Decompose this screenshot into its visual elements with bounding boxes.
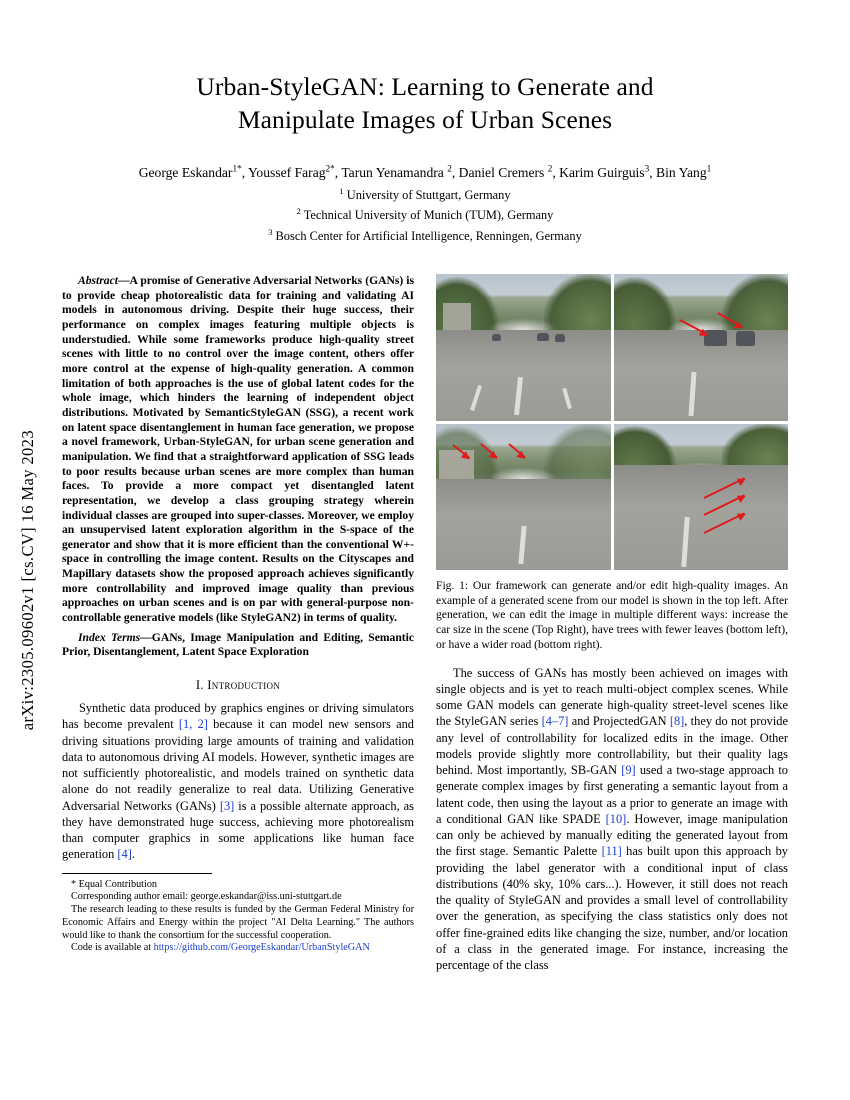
rc-text-5: . However, image manipulation can only be achieved by manually editing the generated layout from the first stage. Semantic Palette [436,811,788,859]
footnote-equal-contribution: * Equal Contribution [71,878,158,890]
rc-text-3: , they do not provide any level of controllability for localized edits in the image. Other models provide slightly more controllability, but their quality lags behind. Most importantly, SB-GAN [436,714,788,778]
page-title [92,70,758,136]
affiliation-2: $^2$ Technical University of Munich (TUM), Germany [296,206,554,223]
citation-11[interactable]: [11] [601,844,622,859]
author-4: , Karim Guirguis$^3$ [552,163,650,180]
rc-text-6: has built upon this approach by providing the label generator with a conditional input of class distributions (40% sky, 10% cars...). However, it still does not reach the quality of StyleGAN and provides a small level of controllability over the generation, as specifying the class statistics only does not offer fine-grained edits like changing the size, number, and/or location of a class in the generated image. For instance, increasing the percentage of the class [436,844,788,973]
author-1: , Youssef Farag$^{2*}$ [241,163,335,180]
footnote-block [62,879,414,956]
road-surface-wide [614,465,789,570]
figure-panel-bottom-right [614,424,789,571]
footnote-divider [62,873,212,874]
code-repository-link[interactable]: https://github.com/GeorgeEskandar/UrbanStyleGAN [153,942,370,954]
right-column-paragraph [436,665,788,974]
intro-paragraph [62,700,414,863]
citation-10[interactable]: [10] [605,811,627,826]
figure-panel-bottom-left [436,424,611,571]
footnote-code [62,942,414,955]
affiliation-list [62,185,788,246]
footnote-corresponding-author: Corresponding author email: george.eskandar@iss.uni-stuttgart.de [71,891,342,903]
author-0: George Eskandar$^{1*}$ [138,163,242,180]
road-surface [436,330,611,421]
intro-text-2: because it can model new sensors and driving situations providing large amounts of training and validation data to autonomous driving AI models. However, synthetic images are not sufficiently photorealistic, and models trained on synthetic data alone do not readily generalize to real data. Utilizing Generative Adversarial Networks (GANs) [62,717,414,813]
footnote-funding: The research leading to these results is funded by the German Federal Ministry for Economic Affairs and Energy within the project "AI Delta Learning." The authors would like to thank the consortium for the successful cooperation. [62,904,414,941]
citation-4[interactable]: [4] [117,847,132,862]
car-1 [537,333,549,342]
title-line-1: Urban-StyleGAN: Learning to Generate and [196,72,654,101]
footnote-code-label: Code is available at [71,942,154,954]
car-2 [555,334,565,342]
citation-9[interactable]: [9] [621,763,636,778]
section-heading-introduction: I. Introduction [195,678,281,693]
index-terms-lead: Index Terms— [78,630,152,644]
road-surface [614,330,789,421]
right-column [436,274,788,976]
abstract-text: A promise of Generative Adversarial Networks (GANs) is to provide cheap photorealistic data for training and validating AI models in autonomous driving. Despite their huge success, their performance on complex images featuring multiple objects is understudied. While some frameworks produce high-quality street scenes with little to no control over the image content, others offer more control at the expense of high-quality generation. A common limitation of both approaches is the use of global latent codes for the whole image, which hinders the learning of independent object distributions. Motivated by SemanticStyleGAN (SSG), a recent work on latent space disentanglement in human face generation, we propose a novel framework, Urban-StyleGAN, for urban scene generation and manipulation. We find that a straightforward application of SSG leads to poor results because urban scenes are more complex than human faces. To provide a more compact yet disentangled latent representation, we develop a class grouping strategy wherein individual classes are grouped into super-classes. Moreover, we employ an unsupervised latent exploration algorithm in the S-space of the generator and show that it is more efficient than the conventional W+-space in controlling the image content. Results on the Cityscapes and Mapillary datasets show the proposed approach achieves significantly more controllability and improved image quality than previous approaches on urban scenes and is on par with general-purpose non-controllable generative models (like StyleGAN2) in terms of quality. [62,274,414,625]
author-3: , Daniel Cremers $^2$ [451,163,553,180]
intro-text-1: Synthetic data produced by graphics engines or driving simulators has become prevalent [62,701,414,732]
rc-text-1: The success of GANs has mostly been achieved on images with single objects and is yet to reach multi-object complex scenes. While some GAN models can generate high-quality street-level scenes like the StyleGAN series [436,665,788,729]
car-enlarged-2 [736,331,755,346]
citation-1-2[interactable]: [1, 2] [178,717,208,732]
citation-3[interactable]: [3] [219,798,235,813]
figure-1-image-grid [436,274,788,570]
citation-4-7[interactable]: [4–7] [541,714,569,729]
abstract-lead: Abstract— [78,274,130,287]
index-terms-text: GANs, Image Manipulation and Editing, Semantic Prior, Disentanglement, Latent Space Exploration [62,630,414,659]
left-column [62,274,414,976]
intro-text-3: is a possible alternate approach, as they have demonstrated huge success, achieving more photorealism than computer graphics in some applications like human face generation [62,798,414,862]
author-5: , Bin Yang$^1$ [649,163,712,180]
abstract [62,274,414,626]
index-terms [62,631,414,660]
rc-text-2: and ProjectedGAN [568,714,670,729]
paper-page [62,52,788,1052]
figure-caption-text: Our framework can generate and/or edit high-quality images. An example of a generated scene from our model is shown in the top left. After generation, we can edit the image in multiple different ways: increase the car size in the scene (Top Right), have trees with fewer leaves (bottom left), or have a wider road (bottom right). [436,579,788,651]
citation-8[interactable]: [8] [669,714,685,729]
arxiv-stamp: arXiv:2305.09602v1 [cs.CV] 16 May 2023 [18,430,37,731]
affiliation-1: $^1$ University of Stuttgart, Germany [339,185,511,202]
body-columns [62,274,788,976]
figure-1-caption [436,579,788,653]
author-2: , Tarun Yenamandra $^2$ [334,163,452,180]
intro-text-4: . [131,847,135,862]
affiliation-3: $^3$ Bosch Center for Artificial Intelligence, Renningen, Germany [268,226,582,244]
title-line-2: Manipulate Images of Urban Scenes [237,105,613,135]
figure-label: Fig. 1: [436,579,469,592]
author-list [62,162,788,182]
figure-panel-top-right [614,274,789,421]
car-3 [492,334,501,341]
figure-panel-top-left [436,274,611,421]
rc-text-4: used a two-stage approach to generate complex images by first generating a semantic layout from a latent code, then using the layout as a prior to generate an image with a conditional GAN like SPADE [436,763,788,826]
